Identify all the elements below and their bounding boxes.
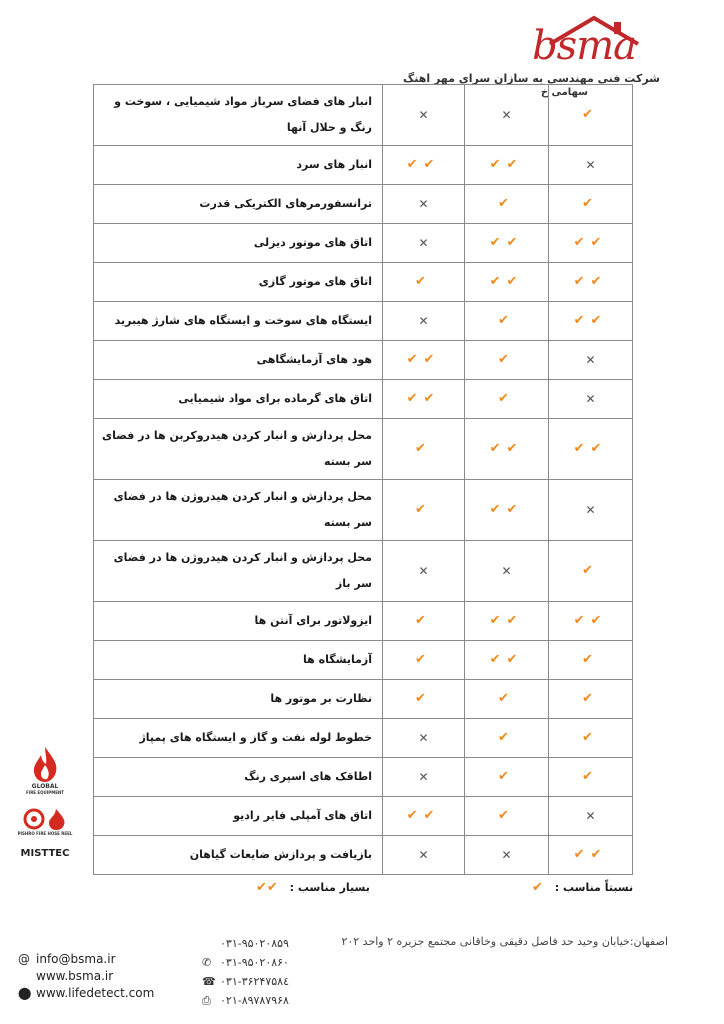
email-icon: @ [18,951,30,966]
phone-row [202,953,312,972]
rating-cell [383,380,465,419]
rating-cell [465,480,549,541]
check-icon: ✔ [532,880,543,895]
phone-row [202,934,312,953]
global-logo-text: GLOBAL [31,783,59,790]
table-row [94,224,633,263]
address: اصفهان:خیابان وحید حد فاصل دقیقی وخاقانی مجتمع جزیره ۲ واحد ۲۰۲ [341,935,668,948]
table-row [94,146,633,185]
double-check-icon: ✔✔ [489,157,524,172]
rating-cell [465,602,549,641]
check-icon: ✔ [498,808,515,823]
cross-icon: ✕ [418,313,429,328]
check-icon: ✔ [498,352,515,367]
rating-cell [465,758,549,797]
rating-cell [465,85,549,146]
table-row [94,641,633,680]
rating-cell [465,146,549,185]
cross-icon: ✕ [418,730,429,745]
application-name: بازیافت و پردازش ضایعات گیاهان [94,836,383,875]
rating-cell [549,541,633,602]
cross-icon: ✕ [501,107,512,122]
rating-cell [383,719,465,758]
cross-icon: ✕ [418,563,429,578]
double-check-icon: ✔✔ [489,613,524,628]
cross-icon: ✕ [585,157,596,172]
rating-cell [549,719,633,758]
double-check-icon: ✔✔ [573,235,608,250]
cross-icon: ✕ [418,235,429,250]
rating-cell [549,480,633,541]
check-icon: ✔ [582,691,599,706]
check-icon: ✔ [498,391,515,406]
partner-logos [10,745,80,871]
rating-cell [383,185,465,224]
rating-cell [383,641,465,680]
check-icon: ✔ [415,502,432,517]
double-check-icon: ✔✔ [406,157,441,172]
rating-cell [549,380,633,419]
table-row [94,797,633,836]
application-name: اتاق های موتور گازی [94,263,383,302]
table-row [94,680,633,719]
table-row [94,836,633,875]
check-icon: ✔ [498,730,515,745]
double-check-icon: ✔✔ [573,847,608,862]
check-icon: ✔ [415,441,432,456]
rating-cell [465,224,549,263]
double-check-icon: ✔✔ [489,441,524,456]
rating-cell [383,341,465,380]
application-name: هود های آزمایشگاهی [94,341,383,380]
hose-reel-icon [22,807,68,831]
phone-number: ۰۳۱-۹۵۰۲۰۸۶۰ [220,956,289,969]
cross-icon: ✕ [585,808,596,823]
check-icon: ✔ [582,652,599,667]
double-check-icon: ✔✔ [489,235,524,250]
rating-cell [549,419,633,480]
phone-number: ۰۲۱-۸۹۷۸۷۹۶۸ [220,994,289,1007]
rating-cell [549,85,633,146]
company-line2: سهامی خ [540,87,588,98]
table-row [94,480,633,541]
double-check-icon: ✔✔ [406,808,441,823]
check-icon: ✔ [582,196,599,211]
rating-cell [465,419,549,480]
table-row [94,541,633,602]
rating-cell [383,680,465,719]
global-logo [10,745,80,795]
rating-cell [383,224,465,263]
rating-cell [383,797,465,836]
application-name: انبار های فضای سرباز مواد شیمیایی ، سوخت و رنگ و حلال آنها [94,85,383,146]
rating-cell [383,758,465,797]
website-row [18,967,208,984]
phone-row [202,991,312,1010]
check-icon: ✔ [498,769,515,784]
rating-cell [383,146,465,185]
application-name: ترانسفورمرهای الکتریکی قدرت [94,185,383,224]
rating-cell [549,641,633,680]
double-check-icon: ✔✔ [406,391,441,406]
website-row [18,984,208,1001]
global-logo-sub: FIRE EQUIPMENT [25,790,64,795]
rating-cell [549,341,633,380]
company-line1: شرکت فنی مهندسی به سازان سرای مهر اهنگ [402,72,660,85]
cross-icon: ✕ [501,563,512,578]
cross-icon: ✕ [585,502,596,517]
email-row [18,950,208,967]
application-name: انبار های سرد [94,146,383,185]
rating-cell [549,836,633,875]
table-row [94,719,633,758]
application-name: محل پردازش و انبار کردن هیدروژن ها در فضای سر بسته [94,480,383,541]
phone-icon: ☎ [202,975,216,988]
rating-cell [465,719,549,758]
cross-icon: ✕ [418,769,429,784]
check-icon: ✔ [582,107,599,122]
rating-cell [465,797,549,836]
rating-cell [383,541,465,602]
application-name: اطاقک های اسپری رنگ [94,758,383,797]
rating-cell [383,302,465,341]
table-row [94,263,633,302]
rating-cell [549,146,633,185]
email-link[interactable]: info@bsma.ir [36,951,116,966]
company-logo [532,8,646,78]
application-name: ایزولاتور برای آنتن ها [94,602,383,641]
application-name: اتاق های آمپلی فایر رادیو [94,797,383,836]
double-check-icon: ✔✔ [573,613,608,628]
check-icon: ✔ [498,691,515,706]
check-icon: ✔ [582,730,599,745]
check-icon: ✔ [415,274,432,289]
cross-icon: ✕ [418,847,429,862]
check-icon: ✔ [415,613,432,628]
rating-cell [465,541,549,602]
legend-very-suitable [256,880,370,895]
mobile-icon: ✆ [202,956,212,969]
application-name: اتاق های گرماده برای مواد شیمیایی [94,380,383,419]
flame-icon [30,745,60,783]
rating-cell [465,263,549,302]
rating-cell [549,602,633,641]
location-icon: ⬤ [18,985,32,1000]
table-row [94,380,633,419]
double-check-icon: ✔✔ [573,441,608,456]
double-check-icon: ✔✔ [573,274,608,289]
rating-cell [383,263,465,302]
rating-cell [549,680,633,719]
phone-number: ۰۳۱-۳۶۲۴۷۵۸٤ [220,975,289,988]
rating-cell [383,480,465,541]
phone-row [202,972,312,991]
application-name: نظارت بر موتور ها [94,680,383,719]
double-check-icon: ✔✔ [406,352,441,367]
rating-cell [549,797,633,836]
phone-list [202,934,312,1010]
rating-cell [549,302,633,341]
pishro-logo-text: PISHRO FIRE HOSE REEL [17,831,73,836]
application-name: ایستگاه های سوخت و ایستگاه های شارژ هیبرید [94,302,383,341]
rating-cell [465,185,549,224]
rating-cell [549,263,633,302]
cross-icon: ✕ [418,107,429,122]
rating-cell [465,380,549,419]
rating-cell [465,680,549,719]
table-row [94,185,633,224]
cross-icon: ✕ [501,847,512,862]
rating-cell [465,836,549,875]
check-icon: ✔ [498,196,515,211]
website-link[interactable]: www.lifedetect.com [36,985,155,1000]
rating-cell [549,224,633,263]
table-row [94,85,633,146]
application-name: خطوط لوله نفت و گاز و ایستگاه های پمپاژ [94,719,383,758]
rating-cell [549,758,633,797]
table-row [94,758,633,797]
rating-cell [549,185,633,224]
table-row [94,419,633,480]
rating-cell [465,302,549,341]
rating-cell [465,341,549,380]
table-row [94,341,633,380]
fax-icon: ⎙ [202,993,211,1007]
double-check-icon: ✔✔ [489,502,524,517]
misttec-logo [10,848,80,859]
double-check-icon: ✔✔ [489,274,524,289]
logo-text: bsma [532,23,636,69]
pishro-logo [10,807,80,836]
rating-cell [383,85,465,146]
double-check-icon: ✔✔ [573,313,608,328]
legend-relatively-suitable [532,880,633,895]
application-name: محل پردازش و انبار کردن هیدروژن ها در فضای سر باز [94,541,383,602]
misttec-logo-text: MISTTEC [20,848,70,859]
double-check-icon: ✔✔ [256,880,278,895]
application-name: آزمایشگاه ها [94,641,383,680]
check-icon: ✔ [582,563,599,578]
cross-icon: ✕ [418,196,429,211]
suitability-table [93,84,633,875]
rating-cell [383,836,465,875]
rating-cell [383,419,465,480]
check-icon: ✔ [582,769,599,784]
contact-info [18,950,208,1001]
rating-cell [383,602,465,641]
cross-icon: ✕ [585,391,596,406]
phone-number: ۰۳۱-۹۵۰۲۰۸۵۹ [220,937,289,950]
check-icon: ✔ [415,691,432,706]
check-icon: ✔ [415,652,432,667]
table-row [94,302,633,341]
double-check-icon: ✔✔ [489,652,524,667]
legend-very-suitable-label: بسیار مناسب : [289,881,370,894]
cross-icon: ✕ [585,352,596,367]
application-name: محل پردازش و انبار کردن هیدروکربن ها در فضای سر بسته [94,419,383,480]
legend-relatively-suitable-label: نسبتاً مناسب : [554,881,634,894]
rating-cell [465,641,549,680]
website-link[interactable]: www.bsma.ir [36,968,114,983]
application-name: اتاق های موتور دیزلی [94,224,383,263]
check-icon: ✔ [498,313,515,328]
table-row [94,602,633,641]
